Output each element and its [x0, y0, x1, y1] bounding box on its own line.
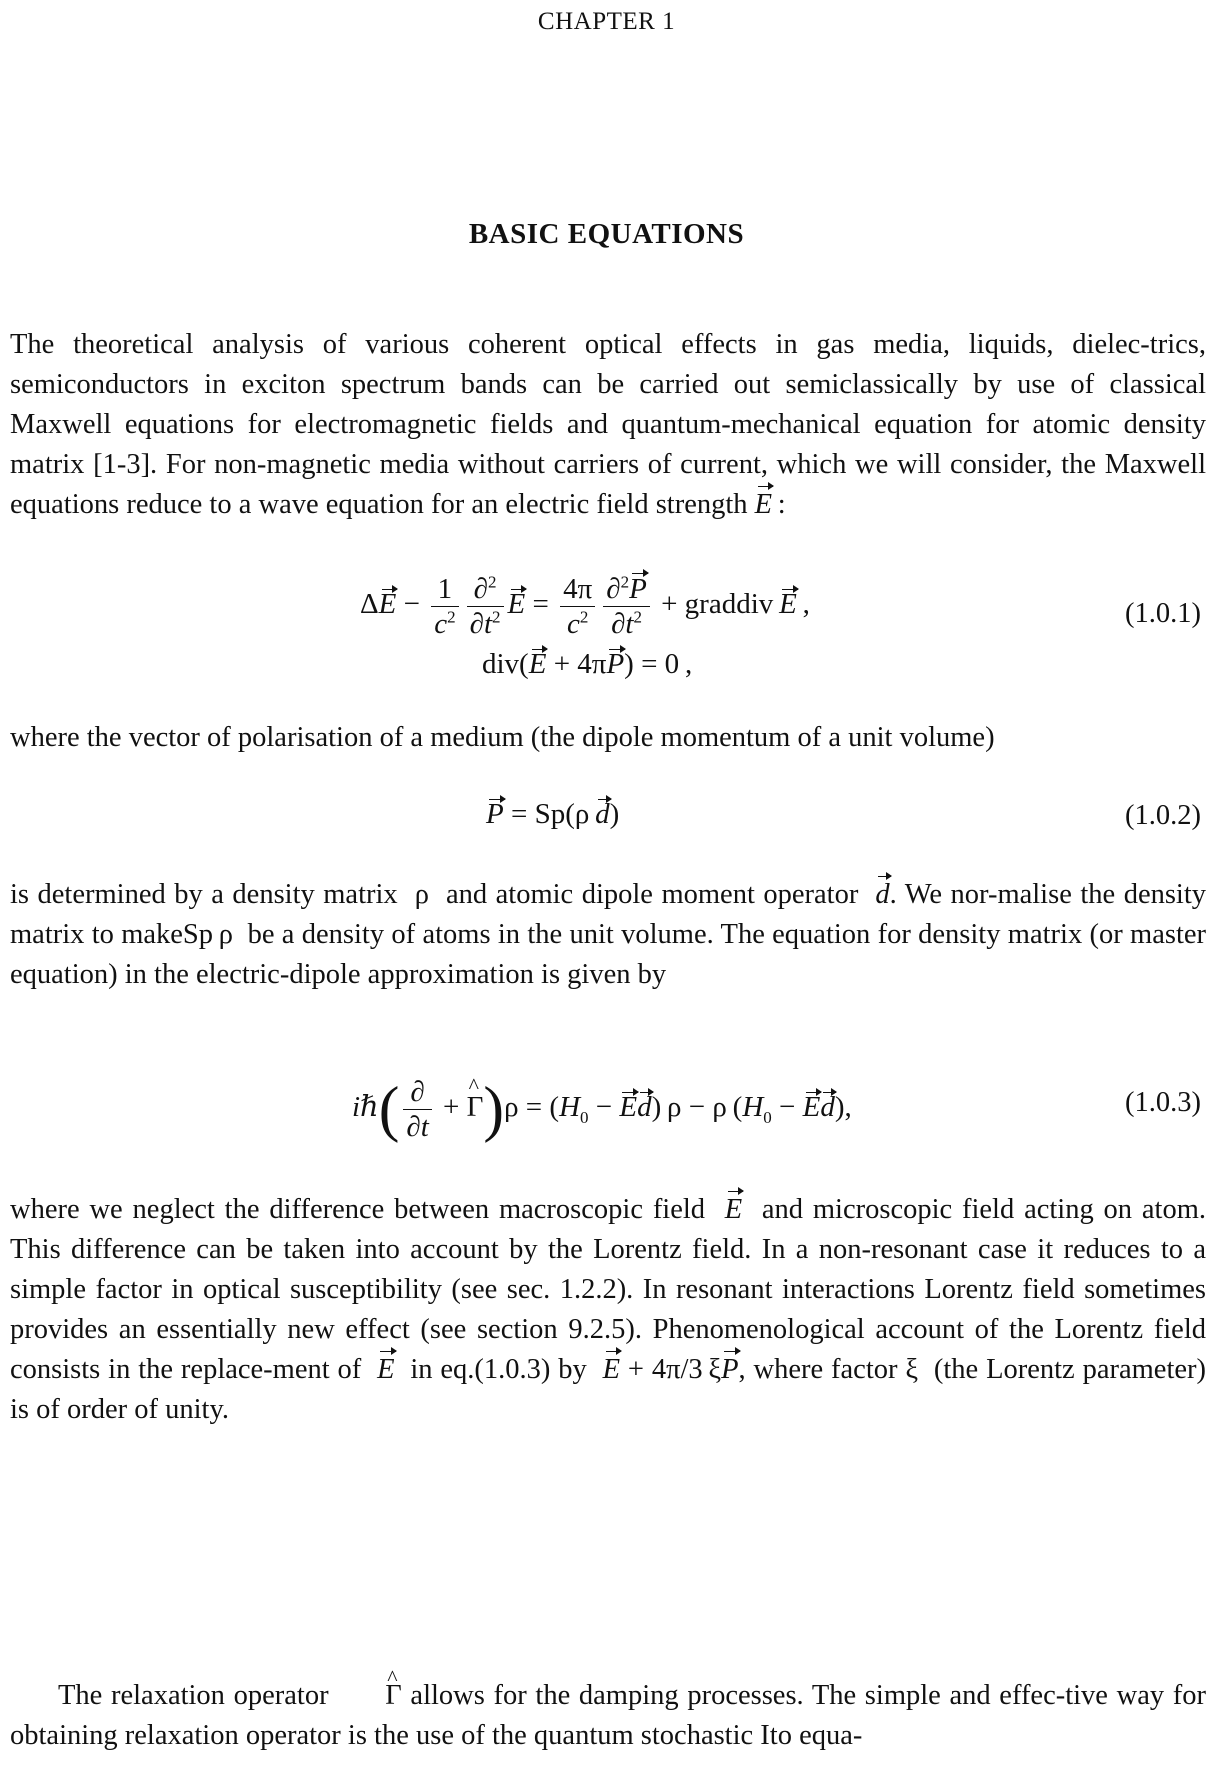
paragraph-density-matrix: is determined by a density matrix ρ and atomic dipole moment operator d. We nor-malise the density matrix to makeSp ρ be a density of atoms in the unit volume. The equation for density matrix (or master equation) in the electric-dipole approximation is given by [10, 875, 1206, 995]
equation-master: iℏ( $\frac{\partial}{\partial t}$ + Γ ^)ρ = $(H_0 - Ed) \rho - \rho$ $(H_0 - Ed)$, [352, 1075, 852, 1144]
equation-polarisation: P = Sp(ρ d) [486, 798, 620, 830]
equation-divergence: div(E + 4πP) = 0 , [482, 648, 693, 680]
equation-number-1: (1.0.1) [1125, 598, 1201, 629]
equation-number-3: (1.0.3) [1125, 1087, 1201, 1118]
equation-number-2: (1.0.2) [1125, 800, 1201, 831]
running-head: CHAPTER 1 [537, 8, 676, 35]
math-vector-e: E [755, 485, 772, 525]
paragraph-relaxation: The relaxation operator Γ ^ allows for the damping processes. The simple and effec-tive way for obtaining relaxation operator is the use of the quantum stochastic Ito equa- [10, 1676, 1206, 1756]
chapter-title: BASIC EQUATIONS [468, 218, 745, 250]
equation-wave: ΔE − $\frac{1}{c^2}$ $\frac{\partial^2}{\partial t^2}$ E = $\frac{4\pi}{c^2}$ $\frac{\partial^2P}{\partial t^2}$ + graddiv E , [360, 572, 810, 640]
paragraph-text: The theoretical analysis of various coherent optical effects in gas media, liquids, dielec-trics, semiconductors in exciton spectrum bands can be carried out semiclassically by use of classical Maxwell equations for electromagnetic fields and quantum-mechanical equation for atomic density matrix [1-3]. For non-magnetic media without carriers of current, which we will consider, the Maxwell equations reduce to a wave equation for an electric field strength [10, 329, 1206, 520]
paragraph-lorentz: where we neglect the difference between macroscopic field E and microscopic field acting on atom. This difference can be taken into account by the Lorentz field. In a non-resonant case it reduces to a simple factor in optical susceptibility (see sec. 1.2.2). In resonant interactions Lorentz field sometimes provides an essentially new effect (see section 9.2.5). Phenomenological account of the Lorentz field consists in the replace-ment of E in eq.(1.0.3) by E + 4π/3 ξP, where factor ξ (the Lorentz parameter) is of order of unity. [10, 1190, 1206, 1430]
paragraph-intro: The theoretical analysis of various coherent optical effects in gas media, liquids, dielec-trics, semiconductors in exciton spectrum bands can be carried out semiclassically by use of classical Maxwell equations for electromagnetic fields and quantum-mechanical equation for atomic density matrix [1-3]. For non-magnetic media without carriers of current, which we will consider, the Maxwell equations reduce to a wave equation for an electric field strength E : [10, 325, 1206, 525]
paragraph-polarisation: where the vector of polarisation of a medium (the dipole momentum of a unit volume) [10, 722, 995, 753]
